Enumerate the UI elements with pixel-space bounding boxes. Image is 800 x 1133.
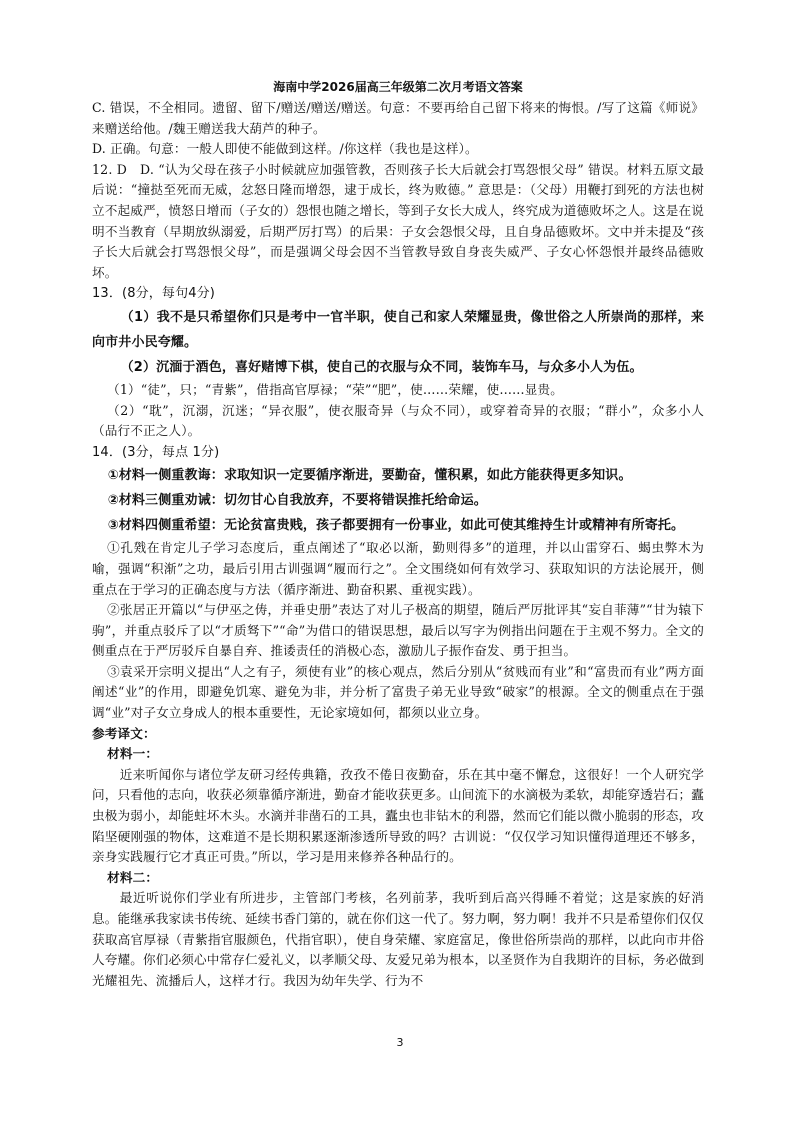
q13-point-1: （1）“徒”，只；“青紫”，借指高官厚禄；“荣”“肥”，使……荣耀，使……显贵。 [107,381,564,397]
translation-title: 参考译文： [92,725,156,741]
page-title: 海南中学2026届高三年级第二次月考语文答案 [273,80,523,94]
q12-answer: 12. D D. “认为父母在孩子小时候就应加强管教，否则孩子长大后就会打骂怨恨父母” 错误。材料五原文最后说：“撞挞至死而无威，忿怒日隆而增怨，逮于成长，终为败德。” 意思是：（父母）用鞭打到死的方法也树立不起威严，愤怒日增而（子女的）怨恨也随之增长，等到子女长大成人，终究成为道德败坏之人。这是在说明不当教育（早期放纵溺爱，后期严厉打骂）的后果：子女会怨恨父母，且自身品德败坏。文中并未提及“孩子长大后就会打骂怨恨父母”，而是强调父母会因不当管教导致自身丧失威严、子女心怀怨恨并最终品德败坏。 [92,161,704,280]
q14-explanation-2: ②张居正开篇以“与伊巫之俦，并垂史册”表达了对儿子极高的期望，随后严厉批评其“妄自菲薄”“甘为辕下驹”，并重点驳斥了以“才质驽下”“命”为借口的错误思想，最后以写字为例指出问题在于主观不努力。全文的侧重点在于严厉驳斥自暴自弃、推诿责任的消极心态，激励儿子振作奋发、勇于担当。 [92,602,704,659]
q13-title: 13．(8分，每句4分) [92,286,216,302]
page-number: 3 [396,1036,404,1049]
q13-point-2: （2）“耽”，沉溺，沉迷；“异衣服”，使衣服奇异（与众不同），或穿着奇异的衣服；“群小”，众多小人（品行不正之人）。 [92,402,704,439]
q13-answer-1: （1）我不是只希望你们只是考中一官半职，使自己和家人荣耀显贵，像世俗之人所崇尚的那样，来向市井小民夸耀。 [92,309,704,350]
q14-answer-3: ③材料四侧重希望：无论贫富贵贱，孩子都要拥有一份事业，如此可使其维持生计或精神有所寄托。 [107,518,685,534]
q14-answer-1: ①材料一侧重教诲：求取知识一定要循序渐进，要勤奋，懂积累，如此方能获得更多知识。 [107,468,632,484]
q11-option-d: D. 正确。句意：一般人即使不能做到这样。/你这样（我也是这样）。 [92,141,478,157]
document-page [92,78,704,991]
q14-explanation-1: ①孔戣在肯定儿子学习态度后，重点阐述了“取必以渐，勤则得多”的道理，并以山雷穿石、蝎虫弊木为喻，强调“积渐”之功，最后引用古训强调“履而行之”。全文围绕如何有效学习、获取知识的方法论展开，侧重点在于学习的正确态度与方法（循序渐进、勤奋积累、重视实践）。 [92,540,704,597]
q14-explanation-3: ③袁采开宗明义提出“人之有子，须使有业”的核心观点，然后分别从“贫贱而有业”和“富贵而有业”两方面阐述“业”的作用，即避免饥寒、避免为非，并分析了富贵子弟无业导致“破家”的根源。全文的侧重点在于强调“业”对子女立身成人的根本重要性，无论家境如何，都须以业立身。 [92,663,704,721]
material-2-text: 最近听说你们学业有所进步，主管部门考核，名列前茅，我听到后高兴得睡不着觉；这是家族的好消息。能继承我家读书传统、延续书香门第的，就在你们这一代了。努力啊，努力啊！我并不只是希望你们仅仅获取高官厚禄（青紫指官服颜色，代指官职），使自身荣耀、家庭富足，像世俗所崇尚的那样，以此向市井俗人夸耀。你们必须心中常存仁爱礼义，以孝顺父母、友爱兄弟为根本，以圣贤作为自我期许的目标，务必做到光耀祖先、流播后人，这样才行。我因为幼年失学、行为不 [92,890,704,988]
material-1-text: 近来听闻你与诸位学友研习经传典籍，孜孜不倦日夜勤奋，乐在其中毫不懈怠，这很好！一个人研究学问，只看他的志向，收获必须靠循序渐进，勤奋才能收获更多。山间流下的水滴极为柔软，却能穿透岩石；蠹虫极为弱小，却能蛀坏木头。水滴并非凿石的工具，蠹虫也非钻木的利器，然而它们能以微小脆弱的形态，攻陷坚硬刚强的物体，这难道不是长期积累逐渐渗透所导致的吗？古训说：“仅仅学习知识懂得道理还不够多，亲身实践履行它才真正可贵。”所以，学习是用来修养各种品行的。 [92,766,704,865]
q13-answer-2: （2）沉湎于酒色，喜好赌博下棋，使自己的衣服与众不同，装饰车马，与众多小人为伍。 [120,359,643,375]
q11-option-c: C. 错误，不全相同。遗留、留下/赠送/赠送/赠送。句意：不要再给自己留下将来的悔恨。/写了这篇《师说》来赠送给他。/魏王赠送我大葫芦的种子。 [92,100,704,136]
material-1-title: 材料一： [107,746,159,762]
q14-title: 14．(3分，每点 1分) [92,444,220,460]
material-2-title: 材料二： [107,869,159,885]
q14-answer-2: ②材料三侧重劝诫：切勿甘心自我放弃，不要将错误推托给命运。 [107,493,487,509]
